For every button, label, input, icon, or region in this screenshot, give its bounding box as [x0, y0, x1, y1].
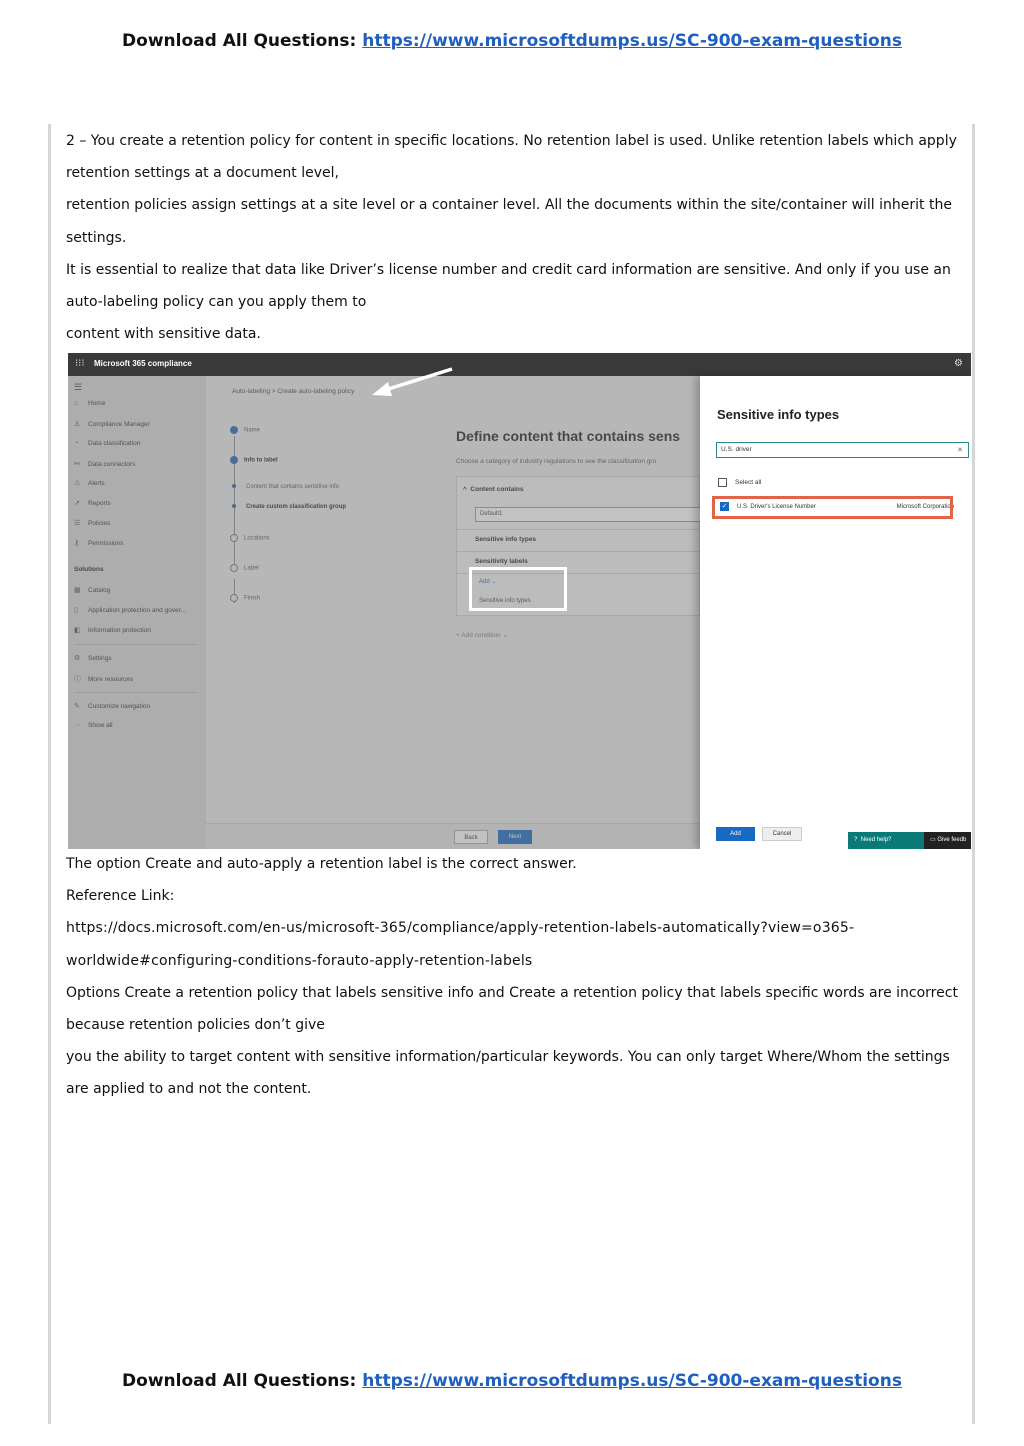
chevron-down-icon: ⌄ [491, 579, 497, 585]
next-button[interactable]: Next [498, 830, 532, 844]
add-sensitive-info-types-option[interactable]: Sensitive info types [479, 598, 531, 604]
settings-icon: ⚙ [74, 655, 81, 662]
panel-title: Sensitive info types [717, 407, 840, 422]
nav-item-data-connectors[interactable]: ⚯ Data connectors [74, 461, 136, 468]
modal-dim-overlay [206, 823, 700, 849]
nav-item-application-protection[interactable]: ▯ Application protection and gover... [74, 607, 186, 614]
nav-item-compliance-manager[interactable]: ♙ Compliance Manager [74, 421, 150, 428]
page-footer [0, 1371, 1024, 1391]
app-title: Microsoft 365 compliance [94, 359, 192, 368]
step-content-sensitive: Content that contains sensitive info [230, 484, 339, 490]
nav-item-show-all[interactable]: ··· Show all [74, 722, 113, 729]
home-icon: ⌂ [74, 400, 79, 407]
nav-item-permissions[interactable]: ⚷ Permissions [74, 540, 124, 547]
paragraph: Options Create a retention policy that labels sensitive info and Create a retention policy that labels specific words are incorrect because retention policies don’t give [66, 984, 958, 1034]
checkbox-icon [718, 478, 727, 487]
step-custom-group: Create custom classification group [230, 504, 346, 510]
highlight-box-item [712, 496, 953, 519]
give-feedback-button[interactable]: ▭ Give feedb [924, 832, 971, 849]
explanation-top [66, 125, 966, 350]
header-prefix: Download All Questions: [122, 31, 357, 51]
nav-item-catalog[interactable]: ▦ Catalog [74, 587, 111, 594]
step-finish: Finish [230, 594, 260, 602]
clear-icon[interactable]: ✕ [957, 447, 963, 454]
gear-icon[interactable]: ⚙ [954, 358, 963, 369]
help-bar [848, 832, 971, 849]
trophy-icon: ♙ [74, 421, 81, 428]
nav-section-solutions: Solutions [74, 566, 104, 573]
modal-dim-overlay [68, 376, 700, 849]
footer-prefix: Download All Questions: [122, 1371, 357, 1391]
nav-item-home[interactable]: ⌂ Home [74, 400, 106, 407]
nav-item-reports[interactable]: ↗ Reports [74, 500, 111, 507]
app-protection-icon: ▯ [74, 607, 78, 614]
plus-icon: + [456, 632, 460, 639]
step-label: Label [230, 564, 259, 572]
add-condition-button[interactable]: + Add condition ⌄ [456, 632, 508, 639]
nav-item-more-resources[interactable]: ⓘ More resources [74, 676, 134, 683]
breadcrumb-parent[interactable]: Auto-labeling [232, 388, 270, 395]
pencil-icon: ✎ [74, 703, 80, 710]
sensitive-info-types-panel [700, 376, 971, 849]
paragraph: you the ability to target content with sensitive information/particular keywords. You can only target Where/Whom the settings are applied to and not the content. [66, 1049, 950, 1098]
hamburger-icon[interactable]: ☰ [74, 382, 83, 392]
select-all-checkbox[interactable]: Select all [718, 478, 761, 487]
search-input[interactable]: U.S. driver ✕ [716, 442, 969, 458]
page-description: Choose a category of industry regulations to see the classification gro [456, 458, 657, 465]
connector-icon: ⚯ [74, 461, 80, 468]
pointer-arrow-icon [368, 363, 458, 403]
paragraph: content with sensitive data. [66, 326, 261, 343]
item-name: U.S. Driver's License Number [737, 504, 816, 511]
paragraph: The option Create and auto-apply a retention label is the correct answer. [66, 856, 577, 872]
need-help-button[interactable]: ? Need help? [848, 832, 924, 849]
explanation-bottom [66, 848, 966, 1106]
alert-icon: ⚠ [74, 480, 81, 487]
nav-item-alerts[interactable]: ⚠ Alerts [74, 480, 105, 487]
policy-icon: ☰ [74, 520, 81, 527]
key-icon: ⚷ [74, 540, 80, 547]
cancel-button[interactable]: Cancel [762, 827, 802, 841]
footer-download-link[interactable]: https://www.microsoftdumps.us/SC-900-exam-questions [362, 1371, 902, 1391]
breadcrumb-current: Create auto-labeling policy [277, 388, 355, 395]
paragraph: 2 – You create a retention policy for content in specific locations. No retention label is used. Unlike retention labels which apply retention settings at a document level, [66, 133, 957, 182]
group-name-input[interactable]: Default1 [475, 507, 705, 522]
catalog-icon: ▦ [74, 587, 81, 594]
row-sensitive-info-types: Sensitive info types [475, 536, 537, 543]
paragraph: Reference Link: [66, 888, 175, 905]
nav-item-data-classification[interactable]: ◔ Data classification [74, 440, 141, 447]
page-header [0, 31, 1024, 51]
row-sensitivity-labels: Sensitivity labels [475, 558, 528, 565]
breadcrumb: Auto-labeling > Create auto-labeling policy [232, 388, 355, 395]
chevron-down-icon: ⌄ [502, 632, 508, 639]
step-locations: Locations [230, 534, 270, 542]
back-button[interactable]: Back [454, 830, 488, 844]
waffle-icon[interactable]: ⁝⁝⁝ [75, 358, 85, 369]
nav-item-settings[interactable]: ⚙ Settings [74, 655, 112, 662]
item-publisher: Microsoft Corporation [896, 504, 954, 510]
add-dropdown[interactable]: Add ⌄ [479, 579, 497, 585]
chart-icon: ↗ [74, 500, 80, 507]
classification-icon: ◔ [74, 440, 79, 447]
feedback-icon: ▭ [930, 837, 936, 843]
paragraph: retention policies assign settings at a site level or a container level. All the documents within the site/container will inherit the settings. [66, 197, 952, 246]
nav-item-information-protection[interactable]: ◧ Information protection [74, 627, 151, 634]
checkmark-icon[interactable]: ✓ [721, 503, 728, 510]
step-info-to-label: Info to label [230, 456, 278, 464]
info-protection-icon: ◧ [74, 627, 81, 634]
reference-link[interactable]: https://docs.microsoft.com/en-us/microsoft-365/compliance/apply-retention-labels-automatically?view=o365-worldwide#configuring-conditions-forauto-apply-retention-labels [66, 920, 855, 969]
card-heading[interactable]: ^ Content contains [463, 486, 524, 493]
highlight-box-add [469, 567, 567, 611]
compliance-screenshot [68, 353, 971, 849]
add-button[interactable]: Add [716, 827, 755, 841]
question-icon: ? [854, 837, 858, 843]
header-download-link[interactable]: https://www.microsoftdumps.us/SC-900-exam-questions [362, 31, 902, 51]
nav-item-customize-navigation[interactable]: ✎ Customize navigation [74, 703, 151, 710]
info-icon: ⓘ [74, 676, 81, 683]
step-name: Name [230, 426, 260, 434]
app-topbar [68, 353, 971, 376]
nav-item-policies[interactable]: ☰ Policies [74, 520, 111, 527]
paragraph: It is essential to realize that data like Driver’s license number and credit card information are sensitive. And only if you use an auto-labeling policy can you apply them to [66, 261, 951, 311]
page-title: Define content that contains sens [456, 428, 681, 444]
ellipsis-icon: ··· [74, 722, 81, 729]
